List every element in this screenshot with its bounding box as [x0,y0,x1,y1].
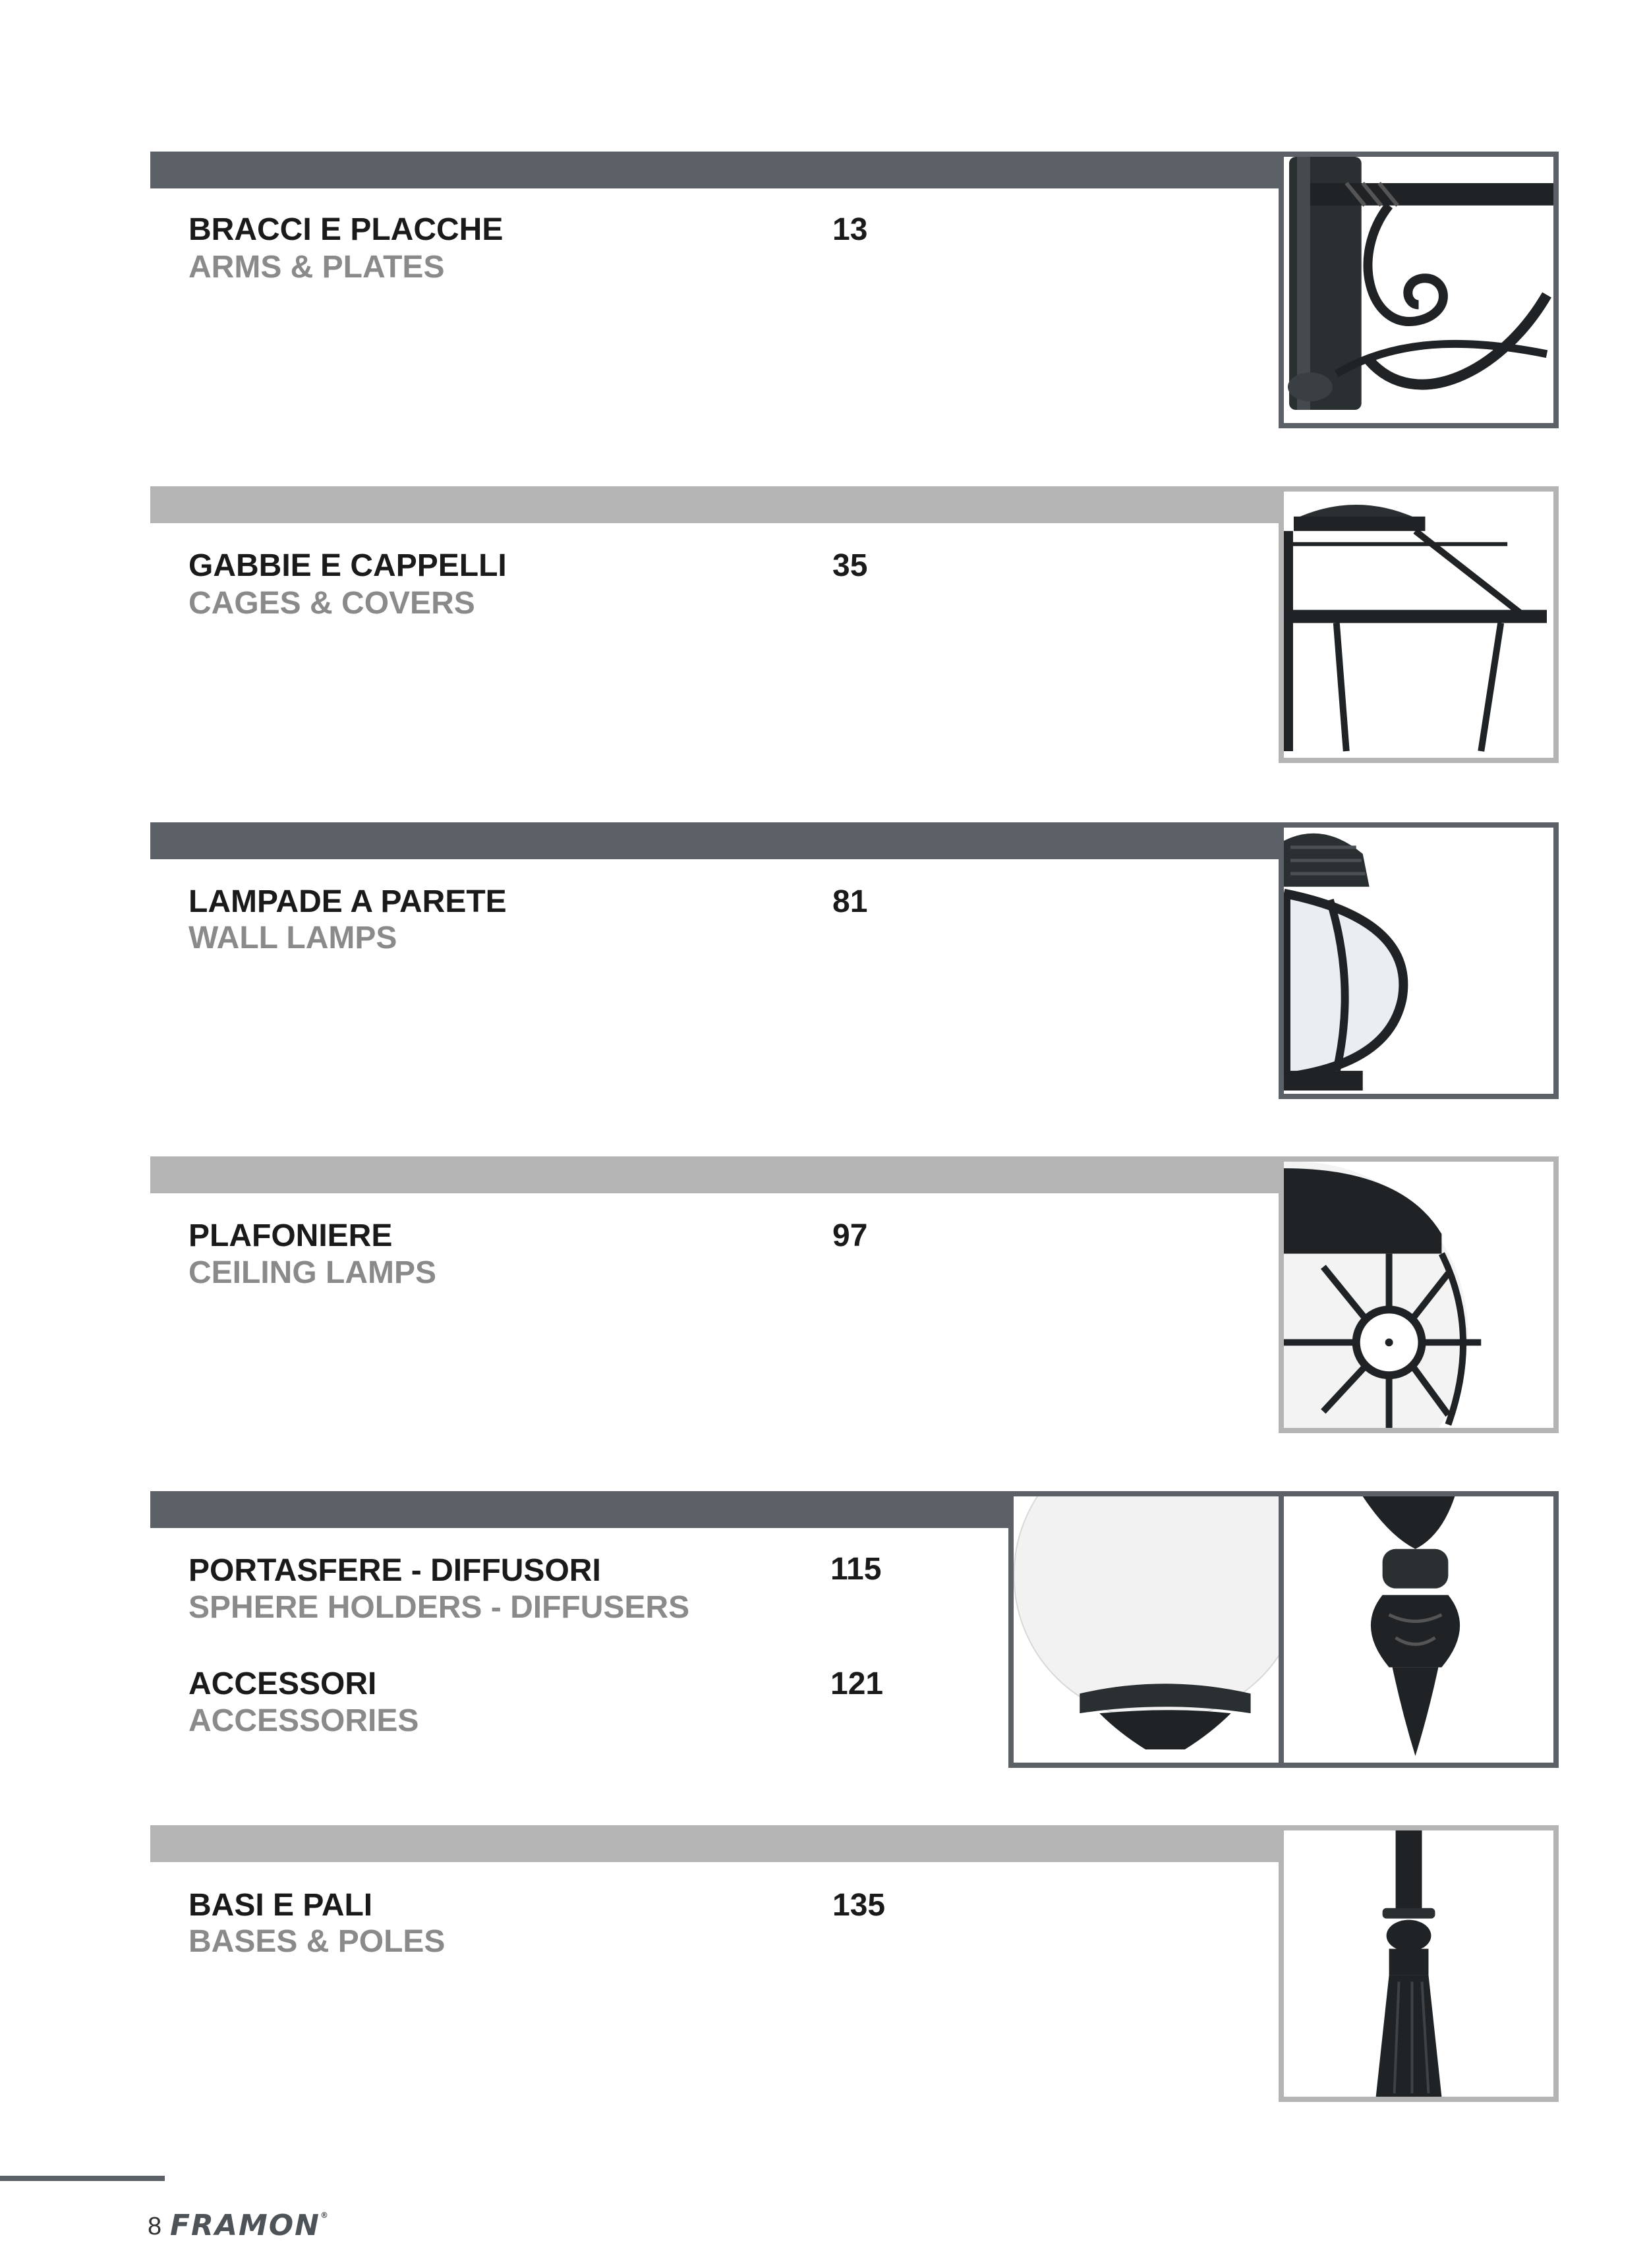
ceiling-lamp-icon [1284,1162,1553,1428]
section-title-en[interactable]: BASES & POLES [188,1924,446,1959]
brand-logo[interactable] [170,2211,330,2240]
section-bar-sphere-holders [150,1491,1014,1528]
section-title-en[interactable]: WALL LAMPS [188,921,397,955]
registered-mark: ® [320,2211,330,2220]
wall-arm-bracket-icon [1284,157,1553,423]
wall-lantern-icon [1284,828,1553,1094]
footer-page-number: 8 [148,2213,162,2240]
brand-name: FRAMON [170,2209,321,2242]
section-title-en[interactable]: CAGES & COVERS [188,586,475,621]
section-bar-wall-lamps [150,822,1284,859]
section-title-it[interactable]: BRACCI E PLACCHE [188,212,504,247]
sphere-holders-thumbnail[interactable] [1008,1491,1284,1768]
lantern-cage-icon [1284,492,1553,758]
section-page-number[interactable]: 35 [832,548,868,583]
section-title-it[interactable]: LAMPADE A PARETE [188,884,507,919]
ceiling-lamps-thumbnail[interactable] [1279,1156,1559,1433]
section-page-number[interactable]: 13 [832,212,868,247]
section-title-it[interactable]: GABBIE E CAPPELLI [188,548,507,583]
section-page-number[interactable]: 97 [832,1218,868,1253]
finial-accessory-icon [1284,1496,1553,1763]
accessories-thumbnail[interactable] [1279,1491,1559,1768]
section-title-it[interactable]: BASI E PALI [188,1888,373,1923]
sphere-holder-icon [1014,1496,1279,1763]
section-title-en[interactable]: ACCESSORIES [188,1703,419,1738]
wall-lamps-thumbnail[interactable] [1279,822,1559,1099]
section-page-number[interactable]: 121 [830,1666,884,1701]
footer-rule [0,2176,165,2181]
section-title-it[interactable]: PORTASFERE - DIFFUSORI [188,1553,601,1588]
section-bar-ceiling-lamps [150,1156,1284,1193]
section-bar-cages [150,486,1284,523]
section-bar-bases-poles [150,1825,1284,1862]
section-title-en[interactable]: SPHERE HOLDERS - DIFFUSERS [188,1590,690,1625]
section-bar-arms [150,152,1284,188]
section-page-number[interactable]: 115 [830,1552,882,1587]
lamp-pole-icon [1284,1830,1553,2097]
section-title-en[interactable]: CEILING LAMPS [188,1255,437,1290]
section-page-number[interactable]: 135 [832,1888,886,1923]
section-page-number[interactable]: 81 [832,884,868,919]
section-title-en[interactable]: ARMS & PLATES [188,250,445,285]
section-title-it[interactable]: PLAFONIERE [188,1218,393,1253]
bases-poles-thumbnail[interactable] [1279,1825,1559,2102]
section-title-it[interactable]: ACCESSORI [188,1666,377,1701]
cages-thumbnail[interactable] [1279,486,1559,763]
arms-thumbnail[interactable] [1279,152,1559,428]
